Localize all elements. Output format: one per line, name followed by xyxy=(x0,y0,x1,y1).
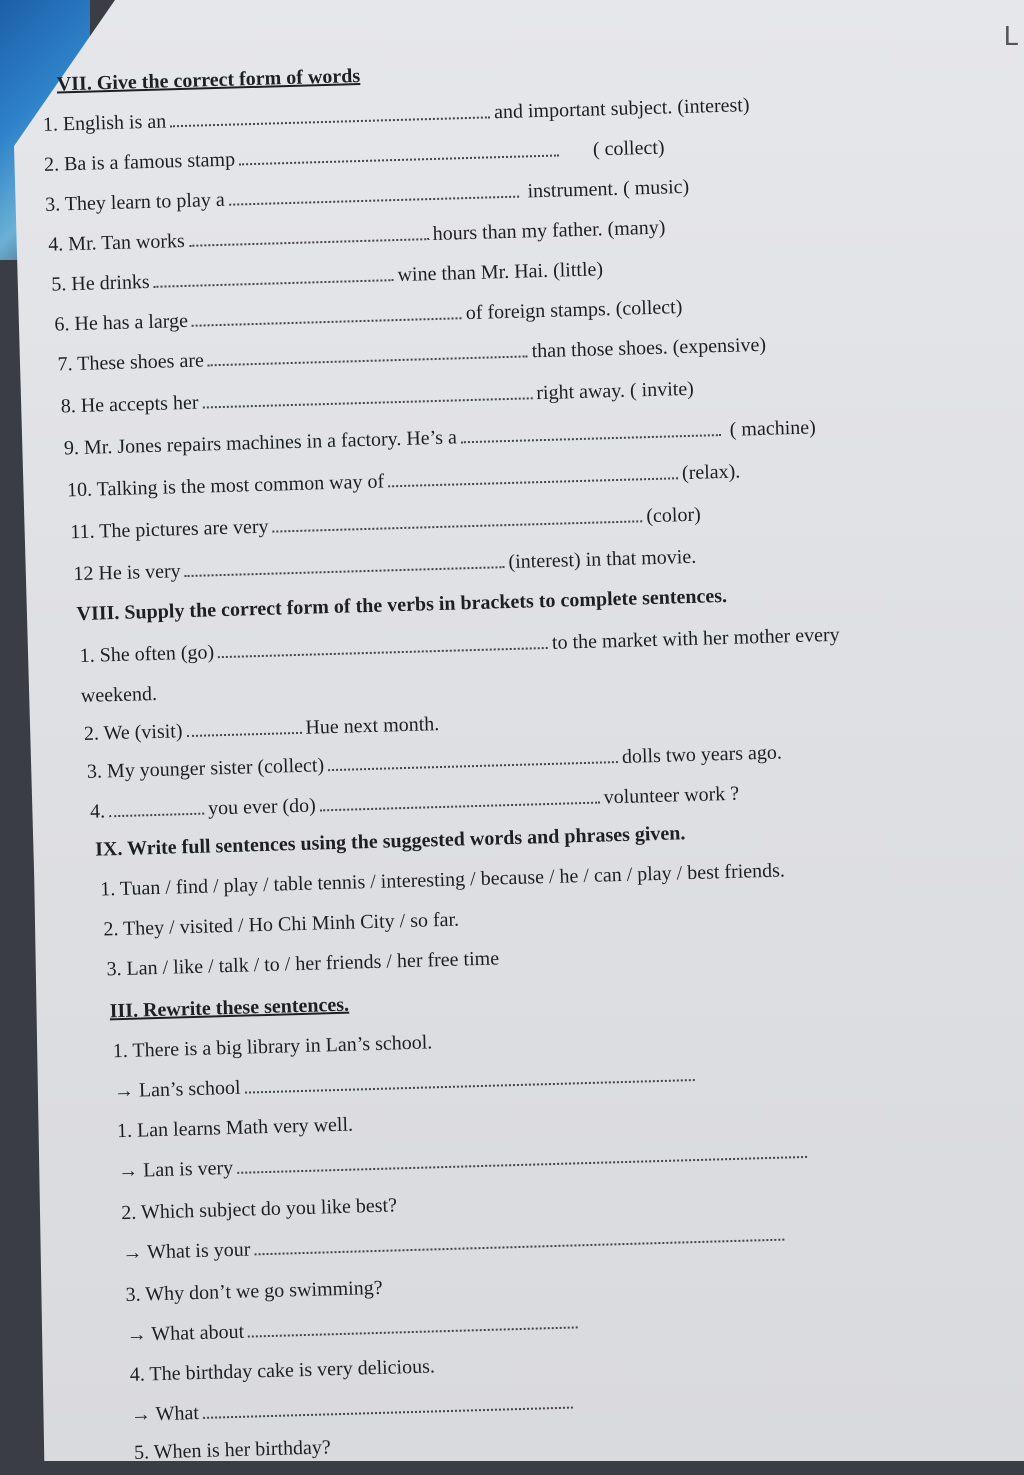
s9-item-3: 3. Lan / like / talk / to / her friends / her free time xyxy=(106,947,500,981)
answer-blank[interactable] xyxy=(244,1065,694,1094)
answer-blank[interactable] xyxy=(192,303,462,327)
s8-item-2 xyxy=(84,712,440,746)
s8-item-3 xyxy=(87,740,783,783)
s8-item-2-post: Hue next month. xyxy=(305,713,440,739)
s7-item-8-post: right away. ( invite) xyxy=(536,377,695,405)
s8-item-4-mid: you ever (do) xyxy=(207,794,317,820)
s8-item-1 xyxy=(79,623,839,668)
s7-item-5-post: wine than Mr. Hai. (little) xyxy=(397,258,604,287)
s7-item-2-pre: 2. Ba is a famous stamp xyxy=(43,148,236,176)
s3-item-2-question: 1. Lan learns Math very well. xyxy=(116,1113,354,1143)
s9-item-1: 1. Tuan / find / play / table tennis / interesting / because / he / can / play / best friends. xyxy=(99,859,786,901)
s3-item-3-answer xyxy=(122,1222,788,1265)
s8-item-1-pre: 1. She often (go) xyxy=(79,641,215,668)
answer-blank[interactable] xyxy=(461,420,721,443)
answer-blank[interactable] xyxy=(109,799,204,818)
s3-item-4-prompt: → What about xyxy=(126,1320,245,1346)
s3-item-6-question: 5. When is her birthday? xyxy=(133,1436,332,1464)
s7-item-12 xyxy=(73,545,696,586)
s8-item-1-cont: weekend. xyxy=(80,682,158,708)
s7-item-9-pre: 9. Mr. Jones repairs machines in a factory. He’s a xyxy=(63,426,458,460)
s8-item-1-post: to the market with her mother every xyxy=(551,623,840,654)
s7-item-6 xyxy=(54,295,682,337)
s3-item-4-answer xyxy=(126,1310,582,1347)
answer-blank[interactable] xyxy=(239,140,559,165)
answer-blank[interactable] xyxy=(202,383,532,408)
s3-item-2-prompt: → Lan is very xyxy=(117,1156,234,1183)
answer-blank[interactable] xyxy=(237,1142,807,1174)
answer-blank[interactable] xyxy=(208,341,528,366)
s7-item-9 xyxy=(64,415,816,460)
s8-item-4-pre: 4. xyxy=(89,800,106,823)
s8-item-2-pre: 2. We (visit) xyxy=(83,720,183,745)
corner-mark: L xyxy=(1003,22,1018,52)
answer-blank[interactable] xyxy=(254,1225,784,1256)
s7-item-6-post: of foreign stamps. (collect) xyxy=(465,296,683,325)
s3-item-3-prompt: → What is your xyxy=(122,1238,251,1265)
s7-item-11 xyxy=(70,503,701,545)
section-7-title: VII. Give the correct form of words xyxy=(56,64,361,96)
section-8-title: VIII. Supply the correct form of the verbs in brackets to complete sentences. xyxy=(76,584,728,626)
s7-item-2 xyxy=(44,136,665,177)
s7-item-2-post: ( collect) xyxy=(592,136,665,161)
s7-item-10 xyxy=(67,460,741,503)
s7-item-11-pre: 11. The pictures are very xyxy=(69,515,269,544)
s3-item-5-answer xyxy=(131,1390,577,1426)
section-3-title: III. Rewrite these sentences. xyxy=(109,993,350,1023)
answer-blank[interactable] xyxy=(328,747,618,771)
s3-item-2-answer xyxy=(118,1140,811,1183)
s7-item-5-pre: 5. He drinks xyxy=(51,270,150,296)
s8-item-4-post: volunteer work ? xyxy=(603,782,740,809)
s7-item-10-post: (relax). xyxy=(681,460,741,485)
s7-item-4-post: hours than my father. (many) xyxy=(432,216,666,246)
answer-blank[interactable] xyxy=(153,265,393,288)
s7-item-1 xyxy=(43,93,750,137)
s7-item-1-post: and important subject. (interest) xyxy=(493,94,750,124)
s7-item-8 xyxy=(60,377,694,419)
answer-blank[interactable] xyxy=(170,102,490,127)
s7-item-12-post: (interest) in that movie. xyxy=(508,545,697,574)
s7-item-7-post: than those shoes. (expensive) xyxy=(531,333,767,363)
s8-item-4 xyxy=(90,782,740,824)
answer-blank[interactable] xyxy=(388,463,678,487)
s7-item-3 xyxy=(45,175,690,217)
s7-item-9-post: ( machine) xyxy=(729,416,817,441)
answer-blank[interactable] xyxy=(248,1312,578,1337)
s9-item-2: 2. They / visited / Ho Chi Minh City / so far. xyxy=(103,908,460,941)
s3-item-5-prompt: → What xyxy=(130,1402,200,1426)
answer-blank[interactable] xyxy=(218,633,548,658)
s3-item-5-question: 4. The birthday cake is very delicious. xyxy=(129,1355,436,1386)
s7-item-6-pre: 6. He has a large xyxy=(54,309,189,336)
s7-item-4 xyxy=(48,216,666,257)
s7-item-8-pre: 8. He accepts her xyxy=(60,391,199,418)
s7-item-11-post: (color) xyxy=(646,503,702,528)
s3-item-1-question: 1. There is a big library in Lan’s school. xyxy=(112,1031,433,1063)
s7-item-10-pre: 10. Talking is the most common way of xyxy=(66,470,385,502)
s7-item-7 xyxy=(57,333,766,377)
s7-item-3-pre: 3. They learn to play a xyxy=(44,188,225,216)
s7-item-12-pre: 12 He is very xyxy=(73,560,181,586)
s7-item-1-pre: 1. English is an xyxy=(42,110,167,136)
s7-item-3-post: instrument. ( music) xyxy=(527,175,690,203)
answer-blank[interactable] xyxy=(203,1393,573,1419)
s3-item-4-question: 3. Why don’t we go swimming? xyxy=(125,1276,383,1307)
s8-item-3-pre: 3. My younger sister (collect) xyxy=(86,754,325,783)
s7-item-7-pre: 7. These shoes are xyxy=(57,349,205,376)
answer-blank[interactable] xyxy=(188,224,428,247)
answer-blank[interactable] xyxy=(184,552,504,577)
answer-blank[interactable] xyxy=(186,718,301,737)
answer-blank[interactable] xyxy=(228,182,518,206)
s8-item-3-post: dolls two years ago. xyxy=(621,741,783,768)
s3-item-3-question: 2. Which subject do you like best? xyxy=(121,1194,398,1225)
s7-item-5 xyxy=(51,257,603,296)
s7-item-4-pre: 4. Mr. Tan works xyxy=(47,229,186,256)
answer-blank[interactable] xyxy=(272,506,642,532)
s3-item-1-prompt: → Lan’s school xyxy=(113,1076,241,1103)
answer-blank[interactable] xyxy=(319,788,599,812)
s3-item-1-answer xyxy=(114,1063,699,1103)
section-9-title: IX. Write full sentences using the suggested words and phrases given. xyxy=(94,822,686,861)
